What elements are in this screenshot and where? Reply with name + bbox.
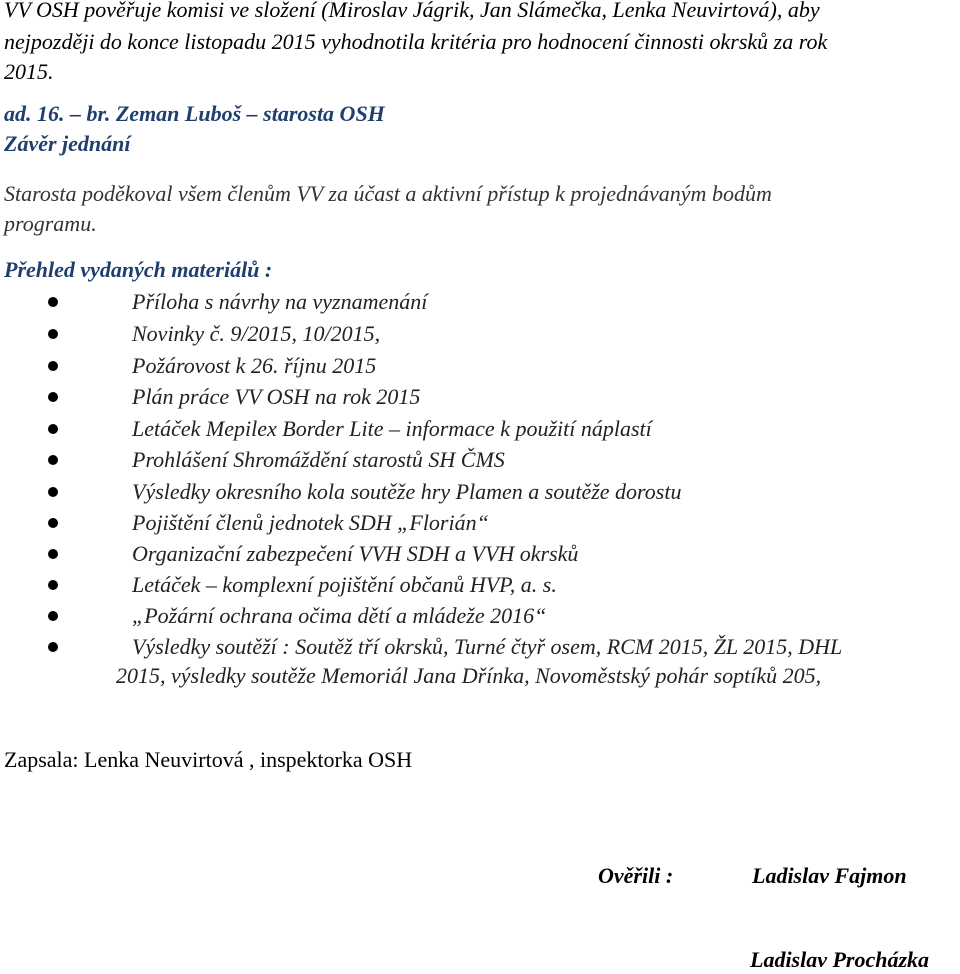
- bullet-icon: [48, 487, 58, 497]
- materials-item: Příloha s návrhy na vyznamenání: [132, 289, 428, 314]
- closing-line-1: Starosta poděkoval všem členům VV za účast a aktivní přístup k projednávaným bodům: [4, 181, 772, 206]
- materials-item: Novinky č. 9/2015, 10/2015,: [132, 321, 381, 346]
- intro-line-2: nejpozději do konce listopadu 2015 vyhodnotila kritéria pro hodnocení činnosti okrsků za rok: [4, 29, 828, 54]
- materials-item: Letáček Mepilex Border Lite – informace k použití náplastí: [132, 416, 652, 441]
- bullet-icon: [48, 518, 58, 528]
- bullet-icon: [48, 392, 58, 402]
- bullet-icon: [48, 611, 58, 621]
- bullet-icon: [48, 549, 58, 559]
- materials-item: Plán práce VV OSH na rok 2015: [132, 384, 421, 409]
- materials-heading: Přehled vydaných materiálů :: [4, 257, 273, 282]
- bullet-icon: [48, 580, 58, 590]
- materials-item: Letáček – komplexní pojištění občanů HVP, a. s.: [132, 572, 557, 597]
- materials-item-continuation: 2015, výsledky soutěže Memoriál Jana Dřínka, Novoměstský pohár soptíků 205,: [116, 663, 822, 688]
- intro-line-1: VV OSH pověřuje komisi ve složení (Miroslav Jágrik, Jan Slámečka, Lenka Neuvirtová), aby: [4, 0, 820, 22]
- agenda-item-speaker: Zeman Luboš – starosta OSH: [115, 101, 385, 126]
- bullet-icon: [48, 424, 58, 434]
- materials-item: Organizační zabezpečení VVH SDH a VVH okrsků: [132, 541, 579, 566]
- section-heading: Závěr jednání: [4, 131, 131, 156]
- verifier-name-2: Ladislav Procházka: [750, 947, 930, 972]
- materials-item: Výsledky okresního kola soutěže hry Plamen a soutěže dorostu: [132, 479, 682, 504]
- agenda-item-heading: [4, 100, 385, 128]
- agenda-item-number: ad. 16. – br.: [4, 101, 111, 126]
- materials-item: Výsledky soutěží : Soutěž tří okrsků, Turné čtyř osem, RCM 2015, ŽL 2015, DHL: [132, 634, 843, 659]
- closing-line-2: programu.: [4, 211, 97, 236]
- verifier-name-1: Ladislav Fajmon: [752, 863, 907, 888]
- materials-item: Prohlášení Shromáždění starostů SH ČMS: [132, 447, 505, 472]
- bullet-icon: [48, 455, 58, 465]
- recorded-by: Zapsala: Lenka Neuvirtová , inspektorka OSH: [4, 747, 413, 772]
- verified-label: Ověřili :: [598, 863, 674, 888]
- bullet-icon: [48, 297, 58, 307]
- bullet-icon: [48, 329, 58, 339]
- materials-item: Požárovost k 26. říjnu 2015: [132, 353, 377, 378]
- materials-item: Pojištění členů jednotek SDH „Florián“: [132, 510, 489, 535]
- materials-item: „Požární ochrana očima dětí a mládeže 2016“: [132, 603, 547, 628]
- bullet-icon: [48, 361, 58, 371]
- intro-line-3: 2015.: [4, 59, 54, 84]
- bullet-icon: [48, 642, 58, 652]
